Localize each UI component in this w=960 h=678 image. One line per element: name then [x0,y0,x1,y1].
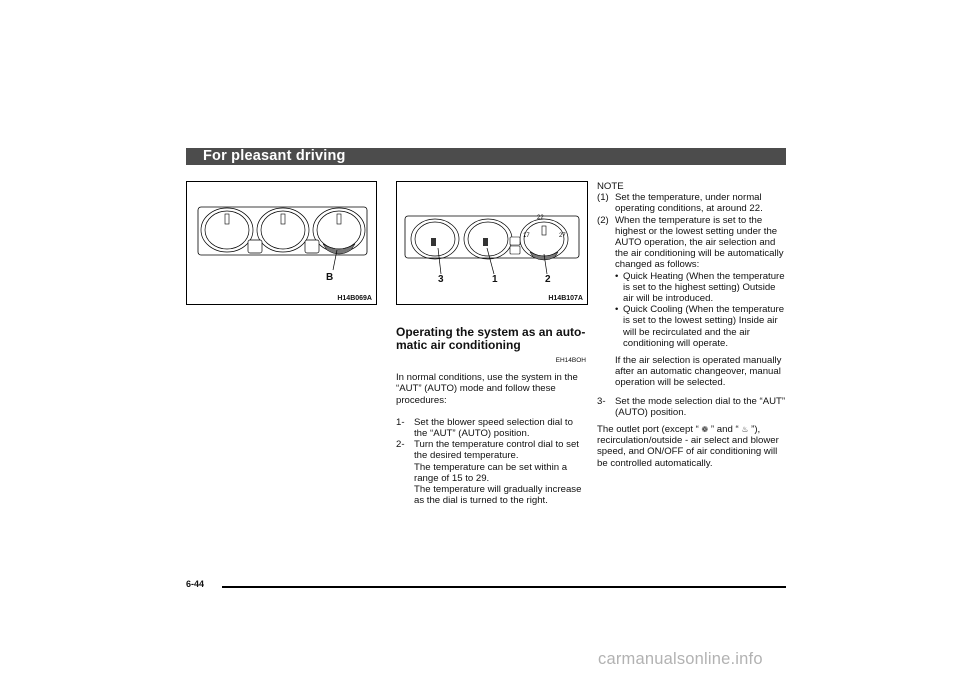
watermark: carmanualsonline.info [598,650,763,668]
note-item-1: (1) Set the temperature, under normal operating conditions, at around 22. [597,192,763,215]
page-number: 6-44 [186,579,205,589]
intro-paragraph: In normal conditions, use the system in the “AUT” (AUTO) mode and follow these procedures: [396,372,578,406]
step-3: 3- Set the mode selection dial to the “AUT” (AUTO) position. [597,395,786,418]
note-column [597,181,787,469]
step-2: 2- Turn the temperature control dial to set the desired temperature. The temperature can be set within a range of 15 to 29. The temperature will gradually increase as the dial is turned to the right. [396,439,582,507]
dial-label-17: 17 [523,233,530,239]
dial-label-22: 22 [537,215,544,221]
outlet-paragraph: The outlet port (except “ ❁ ” and “ ♨ ”), recirculation/outside - air select and blower speed, and ON/OFF of air conditioning will be controlled automatically. [597,424,779,469]
note-heading: NOTE [597,181,624,192]
figure-code: H14B069A [337,295,372,302]
section-code: EH14BOH [555,357,586,364]
step-1: 1- Set the blower speed selection dial to the “AUT” (AUTO) position. [396,416,573,440]
section-title: Operating the system as an auto- matic air conditioning [396,325,586,352]
callout-2: 2 [545,274,551,285]
control-panel-illustration [187,182,376,304]
figure-control-panel-b [186,181,377,305]
note-item-2: (2) When the temperature is set to the highest or the lowest setting under the AUTO operation, the air selection and the air conditioning will be automatically changed as follows: • Quick Heating (When the temperature is set to the highest setting) Outside air will be introduced. • Quick Cooling (When the temperature is set to the lowest setting) Inside air will be recirculated and the air conditioning will operate. If the air selection is operated manually after an automatic changeover, manual operation will be selected. [597,215,787,389]
instructions-column [396,326,586,506]
section-header [186,148,786,165]
dial-label-27: 27 [559,233,566,239]
figure-code: H14B107A [548,295,583,302]
face-vent-icon: ❁ [701,425,709,435]
auto-controls-illustration [397,182,587,304]
footer-rule [222,586,786,588]
callout-b: B [326,272,334,283]
callout-1: 1 [492,274,498,285]
foot-defrost-icon: ♨ [741,425,749,435]
figure-auto-controls [396,181,588,305]
note-bullet-quick-cooling: • Quick Cooling (When the temperature is set to the lowest setting) Inside air will be recirculated and the air conditioning will operate. [615,304,785,349]
section-header-title: For pleasant driving [203,148,346,164]
note-bullet-quick-heating: • Quick Heating (When the temperature is set to the highest setting) Outside air will be introduced. [615,270,785,305]
callout-3: 3 [438,274,444,285]
manual-note: If the air selection is operated manually after an automatic changeover, manual operation will be selected. [615,355,782,389]
